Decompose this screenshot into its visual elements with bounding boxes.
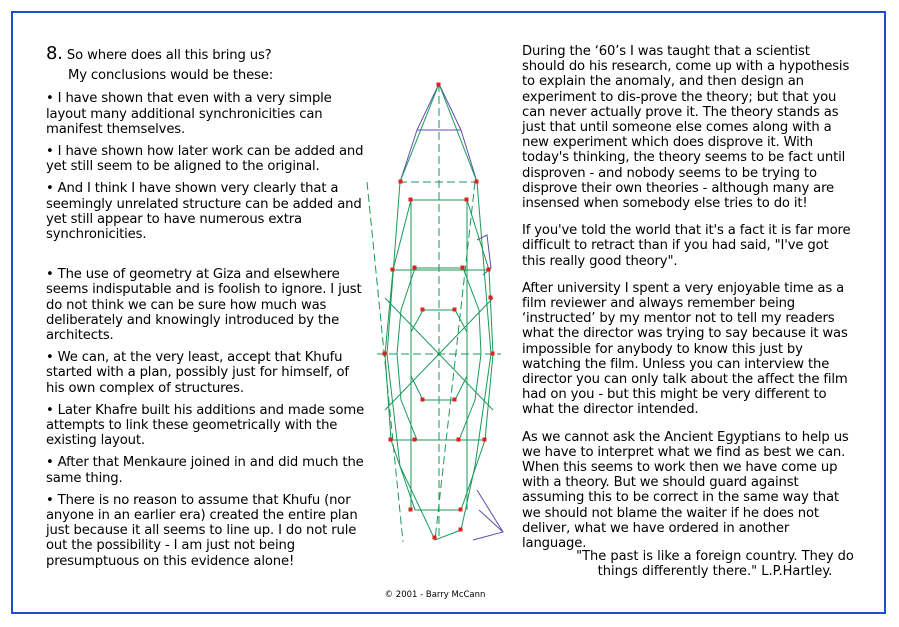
bullet-paragraph: • I have shown that even with a very simple layout many additional synchronicities can manifest themselves.	[46, 91, 332, 137]
bullet-paragraph: • After that Menkaure joined in and did much the same thing.	[46, 455, 364, 486]
copyright-notice: © 2001 - Barry McCann	[384, 590, 486, 600]
section-title: So where does all this bring us?	[66, 48, 272, 63]
body-paragraph: During the ‘60’s I was taught that a scientist should do his research, come up with a hypothesis to explain the anomaly, and then design an experiment to dis-prove the theory; but that you can never actually prove it. The theory stands as just that until someone else comes along with a new experiment which does disprove it. With today's thinking, the theory seems to be fact until disproven - and nobody seems to be trying to disprove their own theories - although many are insensed when somebody else tries to do it!	[522, 44, 850, 212]
bullet-paragraph: • The use of geometry at Giza and elsewhere seems indisputable and is foolish to ignore. I just do not think we can be sure how much was deliberately and knowingly introduced by the architects.	[46, 267, 362, 344]
body-paragraph: As we cannot ask the Ancient Egyptians to help us we have to interpret what we find as best we can. When this seems to work then we have come up with a theory. But we should guard against assuming this to be correct in the same way that we should not blame the waiter if he does not deliver, what we have ordered in another language.	[522, 429, 849, 552]
quote-line: "The past is like a foreign country. They do	[576, 549, 854, 564]
right-column	[522, 44, 856, 558]
body-paragraph: After university I spent a very enjoyable time as a film reviewer and always remember being ‘instructed’ by my mentor not to tell my readers what the director was trying to say because it was impossible for anybody to know this just by watching the film. Unless you can interview the director you can only talk about the affect the film had on you - but this might be very different to what the director intended.	[522, 280, 848, 418]
bullet-paragraph: • I have shown how later work can be added and yet still seem to be aligned to the original.	[46, 144, 364, 175]
section-heading	[46, 43, 368, 64]
left-column	[46, 43, 368, 576]
section-intro: My conclusions would be these:	[68, 68, 274, 84]
section-number: 8.	[46, 43, 63, 64]
bullet-paragraph: • And I think I have shown very clearly that a seemingly unrelated structure can be added and yet still appear to have numerous extra synchronicities.	[46, 181, 362, 243]
geometric-diagram	[355, 70, 515, 550]
dash-guides	[367, 84, 501, 542]
quote-line: things differently there." L.P.Hartley.	[597, 564, 833, 579]
closing-quote	[570, 549, 860, 579]
bullet-paragraph: • There is no reason to assume that Khufu (nor anyone in an earlier era) created the entire plan just because it all seems to line up. I do not rule out the possibility - I am just not being presumptuous on this evidence alone!	[46, 492, 358, 569]
bullet-paragraph: • Later Khafre built his additions and made some attempts to link these geometrically with the existing layout.	[46, 402, 365, 449]
body-paragraph: If you've told the world that it's a fact it is far more difficult to retract than if you had said, "I've got this really good theory".	[522, 223, 851, 269]
bullet-paragraph: • We can, at the very least, accept that Khufu started with a plan, possibly just for himself, of his own complex of structures.	[46, 350, 349, 396]
